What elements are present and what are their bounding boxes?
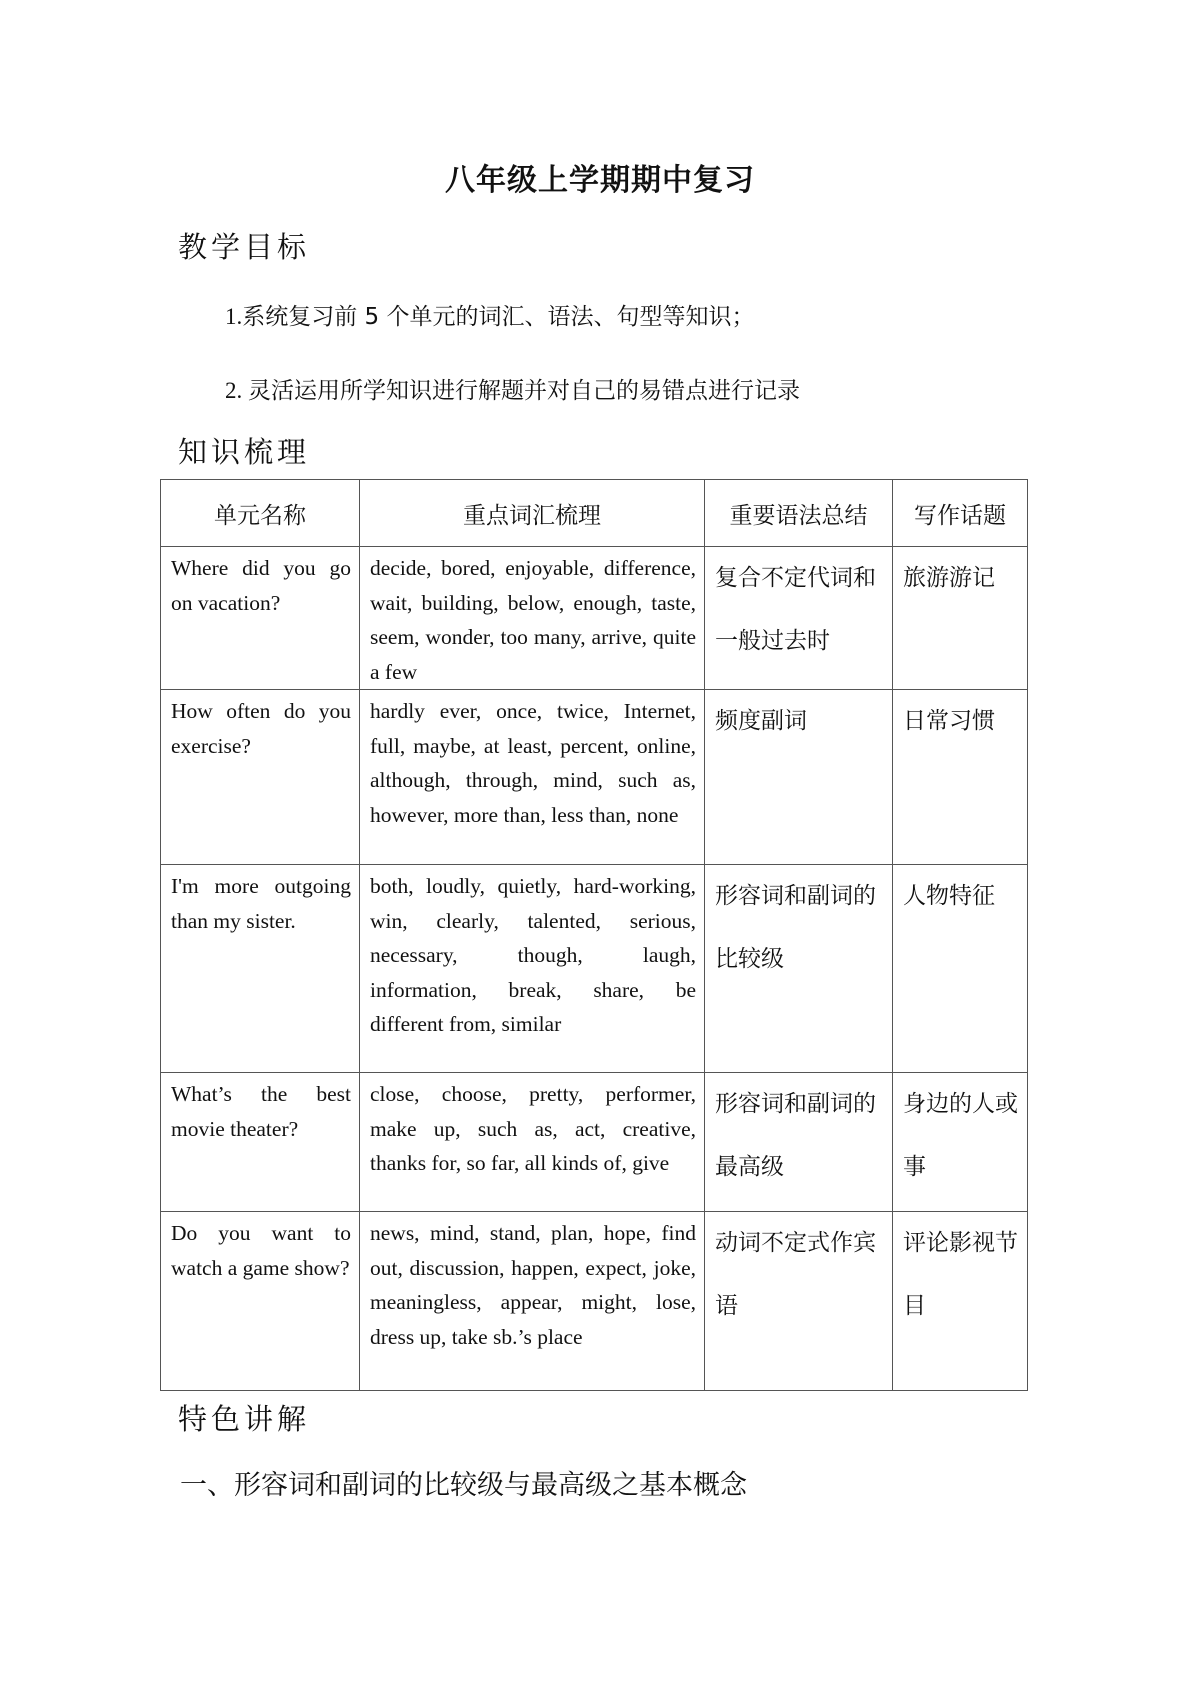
table-row — [161, 547, 1028, 690]
topic-cell: 评论影视节目 — [893, 1212, 1028, 1391]
review-table — [160, 479, 1028, 1391]
goal-text: 系统复习前 5 个单元的词汇、语法、句型等知识； — [242, 304, 755, 330]
header-vocab: 重点词汇梳理 — [360, 480, 705, 547]
unit-cell: Where did you go on vacation? — [161, 547, 360, 690]
goal-number: 2. — [225, 378, 248, 403]
table-header-row — [161, 480, 1028, 547]
goal-text: 灵活运用所学知识进行解题并对自己的易错点进行记录 — [248, 378, 800, 404]
table-row — [161, 865, 1028, 1073]
vocab-cell: both, loudly, quietly, hard-working, win, clearly, talented, serious, necessary, though, laugh, information, break, share, be different from, similar — [360, 865, 705, 1073]
topic-cell: 旅游游记 — [893, 547, 1028, 690]
document-title: 八年级上学期期中复习 — [445, 163, 755, 198]
topic-cell: 人物特征 — [893, 865, 1028, 1073]
header-topic: 写作话题 — [893, 480, 1028, 547]
section-goals-heading: 教学目标 — [178, 230, 311, 264]
goal-item-2 — [225, 372, 800, 405]
grammar-cell: 频度副词 — [705, 690, 893, 865]
unit-cell: I'm more outgoing than my sister. — [161, 865, 360, 1073]
topic-cell: 日常习惯 — [893, 690, 1028, 865]
header-unit: 单元名称 — [161, 480, 360, 547]
vocab-cell: decide, bored, enjoyable, difference, wait, building, below, enough, taste, seem, wonder, too many, arrive, quite a few — [360, 547, 705, 690]
table-row — [161, 1212, 1028, 1391]
vocab-cell: news, mind, stand, plan, hope, find out, discussion, happen, expect, joke, meaningless, appear, might, lose, dress up, take sb.’s place — [360, 1212, 705, 1391]
grammar-cell: 动词不定式作宾语 — [705, 1212, 893, 1391]
vocab-cell: hardly ever, once, twice, Internet, full, maybe, at least, percent, online, although, through, mind, such as, however, more than, less than, none — [360, 690, 705, 865]
section-featured-heading: 特色讲解 — [178, 1402, 311, 1436]
goal-item-1 — [225, 298, 755, 331]
goal-number: 1. — [225, 304, 243, 329]
table-row — [161, 1073, 1028, 1212]
unit-cell: How often do you exercise? — [161, 690, 360, 865]
grammar-cell: 形容词和副词的最高级 — [705, 1073, 893, 1212]
grammar-cell: 形容词和副词的比较级 — [705, 865, 893, 1073]
section-review-heading: 知识梳理 — [178, 435, 311, 469]
unit-cell: What’s the best movie theater? — [161, 1073, 360, 1212]
comparison-subheading: 一、形容词和副词的比较级与最高级之基本概念 — [180, 1470, 747, 1501]
vocab-cell: close, choose, pretty, performer, make up, such as, act, creative, thanks for, so far, all kinds of, give — [360, 1073, 705, 1212]
grammar-cell: 复合不定代词和一般过去时 — [705, 547, 893, 690]
table-row — [161, 690, 1028, 865]
topic-cell: 身边的人或事 — [893, 1073, 1028, 1212]
unit-cell: Do you want to watch a game show? — [161, 1212, 360, 1391]
header-grammar: 重要语法总结 — [705, 480, 893, 547]
